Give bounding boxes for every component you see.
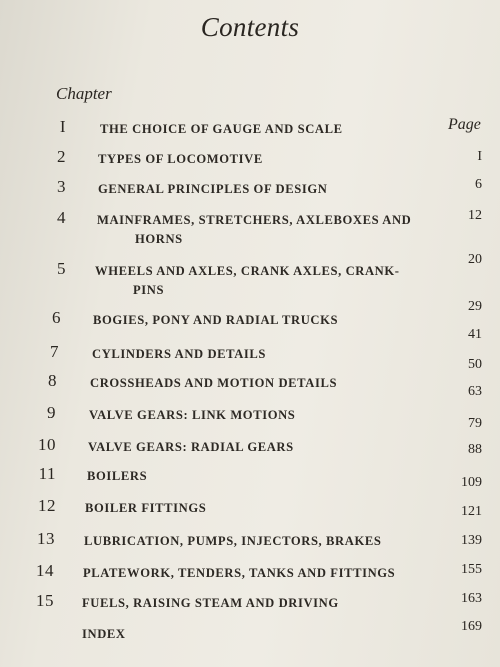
page-number: I (477, 149, 482, 164)
chapter-number: 11 (38, 464, 56, 483)
chapter-title-line: LUBRICATION, PUMPS, INJECTORS, BRAKES (84, 534, 382, 548)
page-number: 163 (461, 591, 482, 606)
chapter-title-line: THE CHOICE OF GAUGE AND SCALE (100, 122, 343, 136)
chapter-title-line: FUELS, RAISING STEAM AND DRIVING (82, 596, 339, 610)
chapter-number: 4 (57, 208, 66, 227)
chapter-title-line: WHEELS AND AXLES, CRANK AXLES, CRANK- (95, 264, 400, 278)
chapter-title-line: GENERAL PRINCIPLES OF DESIGN (98, 182, 328, 196)
chapter-title-continuation: PINS (133, 283, 165, 297)
page-number: 29 (468, 299, 482, 314)
chapter-title-line: TYPES OF LOCOMOTIVE (98, 152, 263, 166)
chapter-number: 13 (37, 529, 55, 548)
page-number: 169 (461, 619, 482, 634)
page-number: 63 (468, 384, 482, 399)
chapter-title (100, 120, 343, 139)
chapter-title (98, 180, 327, 199)
chapter-title (82, 625, 126, 644)
chapter-title (85, 499, 206, 518)
chapter-column-header: Chapter (56, 84, 112, 103)
chapter-number: 15 (36, 591, 54, 610)
page-number: 155 (461, 562, 482, 577)
chapter-number: 10 (38, 435, 56, 454)
chapter-title (90, 374, 337, 393)
chapter-number: 9 (47, 403, 56, 422)
page-number: 88 (468, 442, 482, 457)
chapter-number: I (59, 117, 66, 136)
chapter-title (93, 311, 338, 330)
chapter-title-line: PLATEWORK, TENDERS, TANKS AND FITTINGS (83, 566, 396, 580)
chapter-title (97, 211, 411, 249)
page-column-header: Page (448, 116, 481, 133)
chapter-title (83, 564, 395, 583)
chapter-title-line: VALVE GEARS: LINK MOTIONS (89, 408, 296, 422)
chapter-title (98, 150, 263, 169)
page-number: 139 (461, 533, 482, 548)
chapter-number: 5 (57, 259, 66, 278)
chapter-title-line: VALVE GEARS: RADIAL GEARS (88, 440, 294, 454)
chapter-title (95, 262, 400, 300)
chapter-title (87, 467, 147, 486)
chapter-title-line: CROSSHEADS AND MOTION DETAILS (90, 376, 338, 390)
page-number: 79 (468, 416, 482, 431)
chapter-title-line: CYLINDERS AND DETAILS (92, 347, 267, 361)
chapter-title-line: BOGIES, PONY AND RADIAL TRUCKS (93, 313, 339, 327)
page-title: Contents (200, 12, 300, 42)
chapter-title-line: INDEX (82, 627, 126, 641)
chapter-number: 14 (36, 561, 54, 580)
chapter-number: 6 (52, 308, 61, 327)
chapter-title (82, 594, 339, 613)
chapter-title-line: BOILERS (87, 469, 148, 483)
page-number: 109 (461, 475, 482, 490)
page-number: 20 (468, 252, 482, 267)
page-number: 6 (475, 177, 482, 192)
chapter-number: 12 (38, 496, 56, 515)
chapter-title-continuation: HORNS (135, 232, 183, 246)
chapter-title-line: MAINFRAMES, STRETCHERS, AXLEBOXES AND (97, 213, 412, 227)
chapter-title (92, 345, 266, 364)
chapter-title (89, 406, 295, 425)
page-number: 41 (468, 327, 482, 342)
chapter-number: 2 (57, 147, 66, 166)
chapter-number: 7 (50, 342, 59, 361)
chapter-title-line: BOILER FITTINGS (85, 501, 207, 515)
page-number: 121 (461, 504, 482, 519)
chapter-title (88, 438, 294, 457)
page-number: 12 (468, 208, 482, 223)
chapter-number: 8 (48, 371, 57, 390)
page-number: 50 (468, 357, 482, 372)
chapter-title (84, 532, 381, 551)
chapter-number: 3 (57, 177, 66, 196)
